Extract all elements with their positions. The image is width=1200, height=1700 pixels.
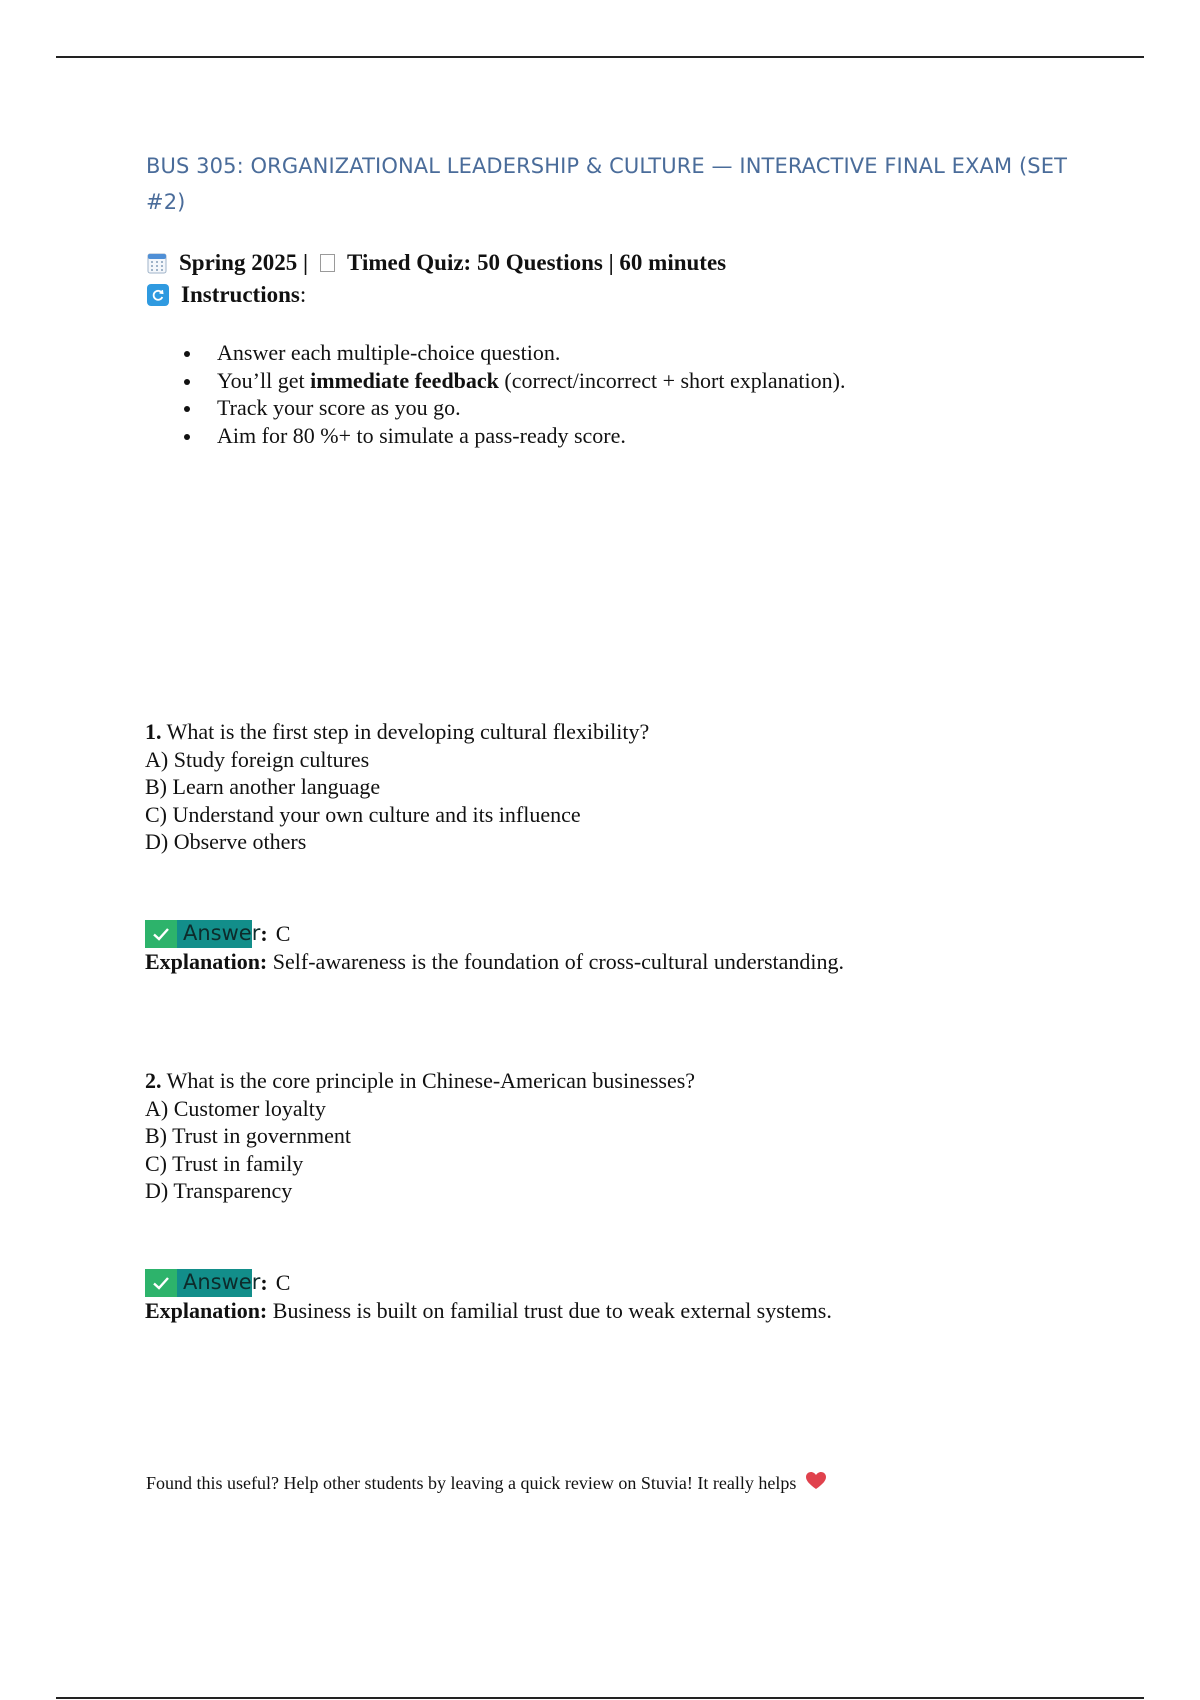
answer-option: A) Customer loyalty bbox=[145, 1095, 326, 1121]
list-item bbox=[180, 367, 845, 395]
heart-icon bbox=[806, 1472, 826, 1495]
answer-value: C bbox=[275, 1270, 291, 1296]
instructions-label: Instructions bbox=[181, 282, 300, 307]
answer-word: Answe bbox=[177, 920, 252, 948]
instruction-text: (correct/incorrect + short explanation). bbox=[498, 367, 846, 393]
check-icon bbox=[145, 920, 177, 948]
answer-tag bbox=[145, 920, 260, 948]
top-rule bbox=[56, 56, 1144, 58]
answer-block-1 bbox=[145, 920, 844, 976]
answer-option: C) Trust in family bbox=[145, 1150, 304, 1176]
list-item bbox=[180, 339, 845, 367]
answer-line bbox=[145, 920, 844, 948]
list-item bbox=[180, 422, 845, 450]
question-1 bbox=[145, 718, 649, 856]
explanation-label: Explanation: bbox=[145, 949, 268, 974]
refresh-icon bbox=[147, 284, 169, 306]
answer-block-2 bbox=[145, 1269, 832, 1325]
answer-word-tail: r bbox=[251, 1270, 261, 1295]
answer-colon: : bbox=[260, 1270, 268, 1296]
quiz-info: Timed Quiz: 50 Questions | 60 minutes bbox=[347, 250, 727, 275]
answer-word: Answe bbox=[177, 1269, 252, 1297]
quiz-meta-line bbox=[147, 250, 726, 276]
question-2 bbox=[145, 1067, 695, 1205]
answer-option: D) Transparency bbox=[145, 1178, 293, 1203]
bullet-icon bbox=[184, 351, 190, 357]
page-title: BUS 305: ORGANIZATIONAL LEADERSHIP & CULTURE — INTERACTIVE FINAL EXAM (SET #2) bbox=[146, 154, 1068, 214]
check-icon bbox=[145, 1269, 177, 1297]
answer-tag bbox=[145, 1269, 260, 1297]
footer-text: Found this useful? Help other students by leaving a quick review on Stuvia! It really helps bbox=[146, 1473, 797, 1493]
explanation-label: Explanation: bbox=[145, 1298, 268, 1323]
instructions-list bbox=[180, 339, 845, 449]
bullet-icon bbox=[184, 379, 190, 385]
question-text: What is the first step in developing cultural flexibility? bbox=[161, 719, 650, 744]
answer-option: A) Study foreign cultures bbox=[145, 746, 370, 772]
answer-option: D) Observe others bbox=[145, 829, 307, 854]
instruction-text: Aim for 80 %+ to simulate a pass-ready score. bbox=[217, 422, 626, 448]
answer-line bbox=[145, 1269, 832, 1297]
bottom-rule bbox=[56, 1697, 1144, 1699]
explanation bbox=[145, 948, 844, 976]
placeholder-glyph-icon bbox=[320, 254, 335, 272]
answer-option: C) Understand your own culture and its influence bbox=[145, 801, 581, 827]
calendar-icon bbox=[147, 252, 167, 274]
answer-value: C bbox=[275, 921, 291, 947]
explanation bbox=[145, 1297, 832, 1325]
term-label: Spring 2025 | bbox=[179, 250, 309, 275]
instruction-emphasis: immediate feedback bbox=[310, 367, 499, 393]
explanation-text: Self-awareness is the foundation of cross-cultural understanding. bbox=[267, 949, 844, 974]
question-stem bbox=[145, 718, 649, 746]
answer-option: B) Learn another language bbox=[145, 774, 381, 799]
question-stem bbox=[145, 1067, 695, 1095]
question-number: 2. bbox=[145, 1068, 162, 1093]
instruction-text: You’ll get bbox=[217, 367, 311, 393]
question-text: What is the core principle in Chinese-American businesses? bbox=[161, 1068, 696, 1093]
bullet-icon bbox=[184, 406, 190, 412]
instructions-heading bbox=[147, 282, 306, 308]
answer-option: B) Trust in government bbox=[145, 1123, 351, 1148]
instruction-text: Track your score as you go. bbox=[217, 395, 461, 420]
question-number: 1. bbox=[145, 719, 162, 744]
answer-word-tail: r bbox=[251, 921, 261, 946]
instruction-text: Answer each multiple-choice question. bbox=[217, 340, 561, 365]
explanation-text: Business is built on familial trust due to weak external systems. bbox=[267, 1298, 832, 1323]
answer-colon: : bbox=[260, 921, 268, 947]
list-item bbox=[180, 394, 845, 422]
instructions-colon: : bbox=[299, 282, 307, 307]
footer-note bbox=[146, 1472, 826, 1495]
bullet-icon bbox=[184, 434, 190, 440]
